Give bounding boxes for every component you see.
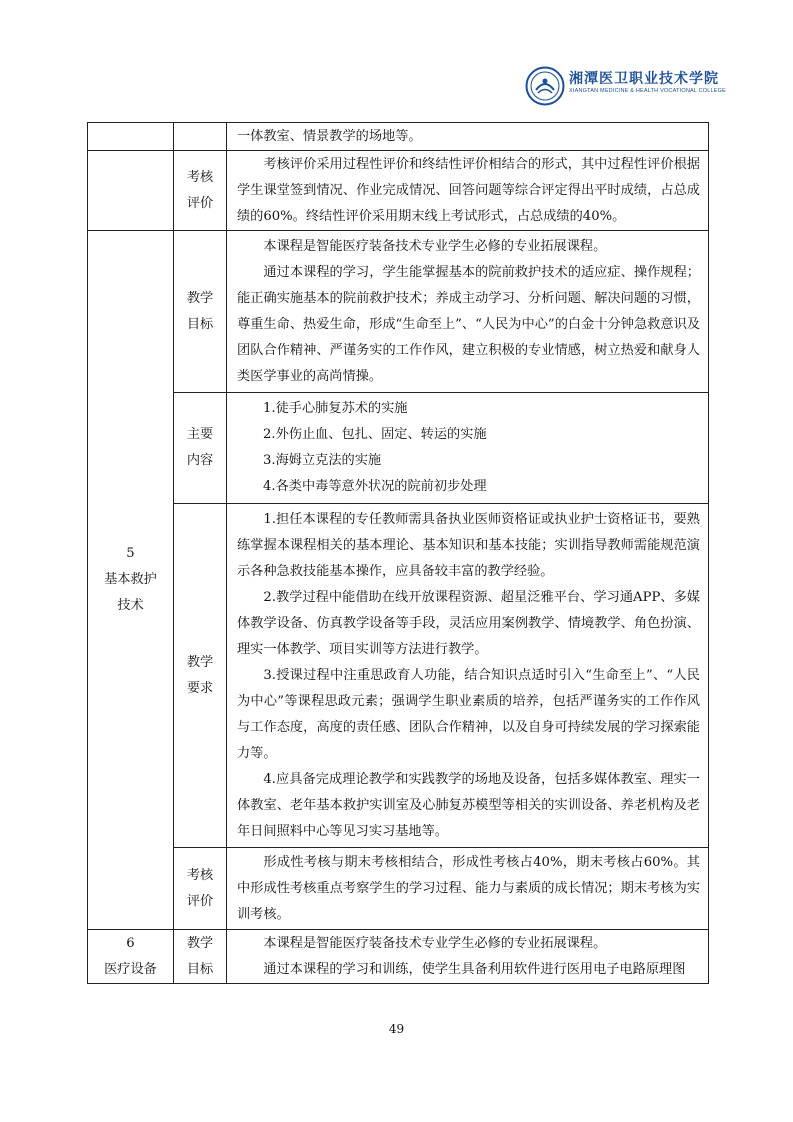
table-row xyxy=(88,848,709,930)
list-item: 1.徒手心肺复苏术的实施 xyxy=(263,401,408,416)
course-table xyxy=(87,122,709,984)
label-line: 教学 xyxy=(186,935,214,951)
list-item: 4.各类中毒等意外状况的院前初步处理 xyxy=(263,479,487,494)
table-row xyxy=(88,504,709,848)
content-cell xyxy=(227,151,709,231)
label-line: 目标 xyxy=(186,961,214,977)
course-number: 6 xyxy=(126,935,135,951)
label-line: 考核 xyxy=(186,867,214,883)
label-line: 教学 xyxy=(186,290,214,306)
category-cell xyxy=(88,151,174,231)
content-cell xyxy=(227,848,709,930)
content-cell xyxy=(227,231,709,393)
content-text: 通过本课程的学习和训练，使学生具备利用软件进行医用电子电路原理图 xyxy=(263,961,686,977)
label-cell xyxy=(174,848,227,930)
table-row xyxy=(88,123,709,151)
content-text: 4.应具备完成理论教学和实践教学的场地及设备，包括多媒体教室、理实一体教室、老年基本救护实训室及心肺复苏模型等相关的实训设备、养老机构及老年日间照料中心等见习实习基地等。 xyxy=(237,771,700,839)
label-cell xyxy=(174,393,227,504)
course-number: 5 xyxy=(126,546,135,561)
course-name-line: 基本救护 xyxy=(104,572,157,587)
content-cell xyxy=(227,930,709,984)
list-item: 2.外伤止血、包扎、固定、转运的实施 xyxy=(263,427,487,442)
content-cell xyxy=(227,504,709,848)
label-line: 教学 xyxy=(186,654,214,670)
label-line: 主要 xyxy=(186,427,214,442)
label-cell xyxy=(174,930,227,984)
content-text: 2.教学过程中能借助在线开放课程资源、超星泛雅平台、学习通APP、多媒体教学设备、仿真教学设备等手段，灵活应用案例教学、情境教学、角色扮演、理实一体教学、项目实训等方法进行教学。 xyxy=(237,589,700,657)
label-line: 考核 xyxy=(186,169,214,185)
content-text: 形成性考核与期末考核相结合，形成性考核占40%，期末考核占60%。其中形成性考核重点考察学生的学习过程、能力与素质的成长情况；期末考核为实训考核。 xyxy=(237,854,700,922)
content-text: 1.担任本课程的专任教师需具备执业医师资格证或执业护士资格证书，要熟练掌握本课程相关的基本理论、基本知识和基本技能；实训指导教师需能规范演示各种急救技能基本操作，应具备较丰富的教学经验。 xyxy=(237,511,700,579)
category-cell xyxy=(88,930,174,984)
content-cell xyxy=(227,393,709,504)
school-logo xyxy=(525,64,725,108)
content-text: 本课程是智能医疗装备技术专业学生必修的专业拓展课程。 xyxy=(263,238,607,254)
school-name: 湘潭医卫职业技术学院 xyxy=(569,72,719,87)
content-text: 考核评价采用过程性评价和终结性评价相结合的形式，其中过程性评价根据学生课堂签到情况、作业完成情况、回答问题等综合评定得出平时成绩，占总成绩的60%。终结性评价采用期末线上考试形式，占总成绩的40%。 xyxy=(237,156,700,224)
label-line: 内容 xyxy=(186,453,214,468)
course-name-line: 医疗设备 xyxy=(104,961,157,977)
content-text: 通过本课程的学习，学生能掌握基本的院前救护技术的适应症、操作规程；能正确实施基本的院前救护技术；养成主动学习、分析问题、解决问题的习惯，尊重生命、热爱生命，形成“生命至上”、“人民为中心”的白金十分钟急救意识及团队合作精神、严谨务实的工作作风，建立积极的专业情感，树立热爱和献身人类医学事业的高尚情操。 xyxy=(237,264,700,384)
category-cell xyxy=(88,231,174,930)
label-line: 要求 xyxy=(186,680,214,696)
content-text: 一体教室、情景教学的场地等。 xyxy=(237,128,422,144)
label-cell xyxy=(174,231,227,393)
label-line: 评价 xyxy=(186,195,214,211)
content-text: 本课程是智能医疗装备技术专业学生必修的专业拓展课程。 xyxy=(263,935,607,951)
list-item: 3.海姆立克法的实施 xyxy=(263,453,382,468)
label-cell xyxy=(174,151,227,231)
content-text: 3.授课过程中注重思政育人功能，结合知识点适时引入“生命至上”、“人民为中心”等课程思政元素；强调学生职业素质的培养，包括严谨务实的工作作风与工作态度，高度的责任感、团队合作精神，以及自身可持续发展的学习探索能力等。 xyxy=(237,667,700,761)
table-row xyxy=(88,231,709,393)
label-cell xyxy=(174,123,227,151)
school-name-en: XIANGTAN MEDICINE & HEALTH VOCATIONAL COLLEGE xyxy=(569,88,727,94)
page-number: 49 xyxy=(388,1022,405,1036)
table-row xyxy=(88,930,709,984)
school-emblem-icon xyxy=(525,66,565,106)
course-name-line: 技术 xyxy=(117,598,144,613)
label-cell xyxy=(174,504,227,848)
label-line: 目标 xyxy=(186,316,214,332)
table-row xyxy=(88,393,709,504)
content-cell xyxy=(227,123,709,151)
table-row xyxy=(88,151,709,231)
label-line: 评价 xyxy=(186,893,214,909)
category-cell xyxy=(88,123,174,151)
